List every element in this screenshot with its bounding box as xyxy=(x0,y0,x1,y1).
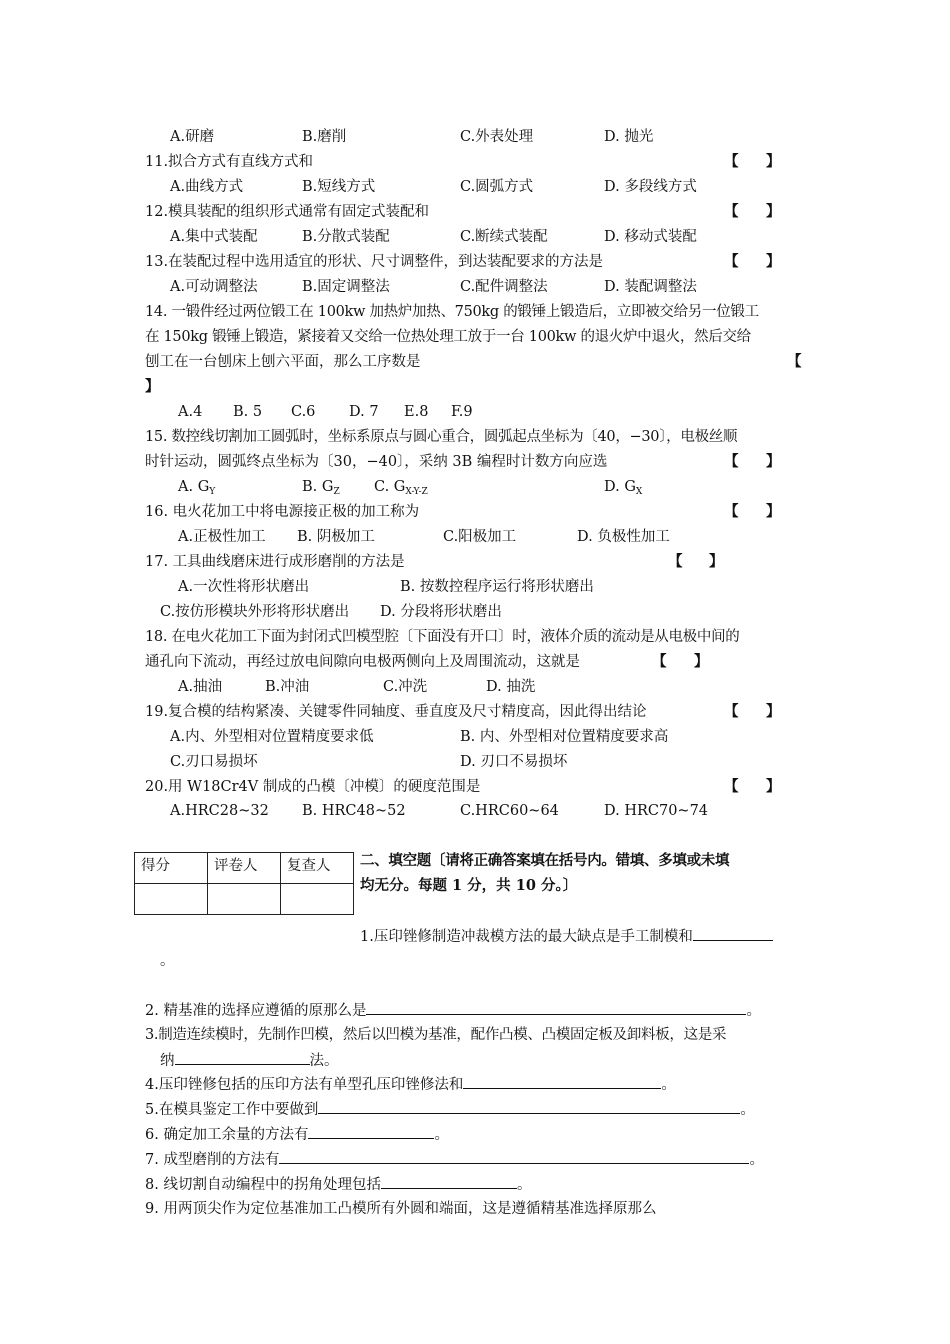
q11-option-d: D. 多段线方式 xyxy=(604,179,697,195)
q14-line-1: 14. 一锻件经过两位锻工在 100kw 加热炉加热、750kg 的锻锤上锻造后，立即被交给另一位锻工 xyxy=(145,304,759,320)
fill-q3-line-1: 3.制造连续模时，先制作凹模，然后以凹模为基准，配作凸模、凸模固定板及卸料板，这是采 xyxy=(145,1027,727,1043)
reviewer-header: 复查人 xyxy=(281,853,354,884)
q14-option-e: E.8 xyxy=(404,404,429,420)
q20-bracket-open: 【 xyxy=(724,778,739,795)
q13-option-a: A.可动调整法 xyxy=(170,279,258,295)
q10-option-b: B.磨削 xyxy=(302,129,347,145)
q10-option-a: A.研磨 xyxy=(170,129,215,145)
q20-bracket-close: 】 xyxy=(766,778,781,795)
q13-option-b: B.固定调整法 xyxy=(302,279,390,295)
q11-bracket-close: 】 xyxy=(766,153,781,170)
section2-title-line-1: 二、填空题〔请将正确答案填在括号内。错填、多填或未填 xyxy=(360,852,730,869)
q13-option-d: D. 装配调整法 xyxy=(604,279,697,295)
q17-option-a: A.一次性将形状磨出 xyxy=(178,579,310,595)
q14-option-f: F.9 xyxy=(451,404,473,420)
q13-stem: 13.在装配过程中选用适宜的形状、尺寸调整件，到达装配要求的方法是 xyxy=(145,254,604,270)
q18-option-a: A.抽油 xyxy=(178,679,223,695)
q17-option-b: B. 按数控程序运行将形状磨出 xyxy=(400,579,594,595)
q14-option-a: A.4 xyxy=(178,404,203,420)
q15-option-a: A. $G_Y$ xyxy=(178,479,216,497)
q12-bracket-close: 】 xyxy=(766,203,781,220)
q11-option-b: B.短线方式 xyxy=(302,179,376,195)
q20-stem: 20.用 W18Cr4V 制成的凸模〔冲模〕的硬度范围是 xyxy=(145,779,481,795)
fill-q6: 6. 确定加工余量的方法有 。 xyxy=(145,1124,449,1145)
q17-option-c: C.按仿形模块外形将形状磨出 xyxy=(160,604,350,620)
fill-q2-blank[interactable] xyxy=(366,1000,746,1015)
q14-line-3: 刨工在一台刨床上刨六平面，那么工序数是 xyxy=(145,354,421,370)
fill-q7-blank[interactable] xyxy=(279,1149,749,1164)
fill-q2: 2. 精基准的选择应遵循的原那么是 。 xyxy=(145,1000,761,1021)
q19-option-d: D. 刃口不易损坏 xyxy=(460,754,568,770)
q12-bracket-open: 【 xyxy=(724,203,739,220)
q13-bracket-open: 【 xyxy=(724,253,739,270)
q16-stem: 16. 电火花加工中将电源接正极的加工称为 xyxy=(145,504,420,520)
q14-bracket-close: 】 xyxy=(145,378,160,395)
q16-bracket-open: 【 xyxy=(724,503,739,520)
q20-option-b: B. HRC48~52 xyxy=(302,803,406,819)
q15-option-b: B. $G_Z$ xyxy=(302,479,340,497)
q13-bracket-close: 】 xyxy=(766,253,781,270)
q11-option-a: A.曲线方式 xyxy=(170,179,244,195)
q18-line-1: 18. 在电火花加工下面为封闭式凹模型腔〔下面没有开口〕时，液体介质的流动是从电极中间的 xyxy=(145,629,740,645)
fill-q5: 5.在模具鉴定工作中要做到 。 xyxy=(145,1099,755,1120)
q12-option-a: A.集中式装配 xyxy=(170,229,258,245)
fill-q6-blank[interactable] xyxy=(308,1124,434,1139)
q16-option-c: C.阳极加工 xyxy=(443,529,517,545)
q18-line-2: 通孔向下流动，再经过放电间隙向电极两侧向上及周围流动，这就是 xyxy=(145,654,580,670)
q15-line-2: 时针运动，圆弧终点坐标为〔30，−40〕，采纳 3B 编程时计数方向应选 xyxy=(145,454,608,470)
q12-option-d: D. 移动式装配 xyxy=(604,229,697,245)
q16-option-d: D. 负极性加工 xyxy=(577,529,670,545)
fill-q3-line-2: 纳 法。 xyxy=(160,1050,339,1071)
score-header: 得分 xyxy=(135,853,208,884)
fill-q1: 1.压印锉修制造冲裁模方法的最大缺点是手工制模和 xyxy=(360,926,773,947)
q18-bracket-close: 】 xyxy=(694,653,709,670)
fill-q5-blank[interactable] xyxy=(318,1099,740,1114)
q17-option-d: D. 分段将形状磨出 xyxy=(380,604,502,620)
q19-option-c: C.刃口易损坏 xyxy=(170,754,258,770)
q16-bracket-close: 】 xyxy=(766,503,781,520)
q14-option-c: C.6 xyxy=(291,404,316,420)
q11-stem: 11.拟合方式有直线方式和 xyxy=(145,154,314,170)
grader-header: 评卷人 xyxy=(208,853,281,884)
q18-option-b: B.冲油 xyxy=(265,679,310,695)
fill-q8: 8. 线切割自动编程中的拐角处理包括 。 xyxy=(145,1174,531,1195)
fill-q7: 7. 成型磨削的方法有 。 xyxy=(145,1149,764,1170)
fill-q8-blank[interactable] xyxy=(381,1174,517,1189)
section2-title-line-2: 均无分。每题 1 分，共 10 分。〕 xyxy=(360,877,578,894)
q20-option-a: A.HRC28~32 xyxy=(170,803,269,819)
q12-stem: 12.模具装配的组织形式通常有固定式装配和 xyxy=(145,204,430,220)
grader-cell[interactable] xyxy=(208,884,281,915)
q14-option-d: D. 7 xyxy=(349,404,379,420)
q19-stem: 19.复合模的结构紧凑、关键零件同轴度、垂直度及尺寸精度高，因此得出结论 xyxy=(145,704,647,720)
q10-option-c: C.外表处理 xyxy=(460,129,534,145)
q16-option-a: A.正极性加工 xyxy=(178,529,266,545)
q17-bracket-close: 】 xyxy=(709,553,724,570)
q15-line-1: 15. 数控线切割加工圆弧时，坐标系原点与圆心重合，圆弧起点坐标为〔40，−30〕，电极丝顺 xyxy=(145,429,738,445)
q14-option-b: B. 5 xyxy=(233,404,263,420)
q13-option-c: C.配件调整法 xyxy=(460,279,548,295)
q15-option-d: D. $G_X$ xyxy=(604,479,643,497)
q15-option-c: C. $G_{X-Y-Z}$ xyxy=(374,479,428,497)
q20-option-d: D. HRC70~74 xyxy=(604,803,709,819)
q17-stem: 17. 工具曲线磨床进行成形磨削的方法是 xyxy=(145,554,405,570)
q11-option-c: C.圆弧方式 xyxy=(460,179,534,195)
q16-option-b: B. 阴极加工 xyxy=(297,529,375,545)
q18-bracket-open: 【 xyxy=(652,653,667,670)
q10-option-d: D. 抛光 xyxy=(604,129,654,145)
fill-q4: 4.压印锉修包括的压印方法有单型孔压印锉修法和 。 xyxy=(145,1074,676,1095)
q19-bracket-close: 】 xyxy=(766,703,781,720)
q11-bracket-open: 【 xyxy=(724,153,739,170)
q15-bracket-open: 【 xyxy=(724,453,739,470)
fill-q4-blank[interactable] xyxy=(463,1074,661,1089)
q19-option-a: A.内、外型相对位置精度要求低 xyxy=(170,729,374,745)
q12-option-b: B.分散式装配 xyxy=(302,229,390,245)
score-table xyxy=(134,852,354,915)
q17-bracket-open: 【 xyxy=(668,553,683,570)
fill-q1-end: 。 xyxy=(160,953,175,969)
q18-option-d: D. 抽洗 xyxy=(486,679,536,695)
q12-option-c: C.断续式装配 xyxy=(460,229,548,245)
q19-option-b: B. 内、外型相对位置精度要求高 xyxy=(460,729,669,745)
q19-bracket-open: 【 xyxy=(724,703,739,720)
q14-bracket-open: 【 xyxy=(787,353,802,370)
q14-line-2: 在 150kg 锻锤上锻造，紧接着又交给一位热处理工放于一台 100kw 的退火炉中退火，然后交给 xyxy=(145,329,751,345)
score-cell[interactable] xyxy=(135,884,208,915)
fill-q9: 9. 用两顶尖作为定位基准加工凸模所有外圆和端面，这是遵循精基准选择原那么 xyxy=(145,1201,657,1217)
q15-bracket-close: 】 xyxy=(766,453,781,470)
q20-option-c: C.HRC60~64 xyxy=(460,803,559,819)
reviewer-cell[interactable] xyxy=(281,884,354,915)
q18-option-c: C.冲洗 xyxy=(383,679,428,695)
fill-q1-blank[interactable] xyxy=(693,926,773,941)
fill-q3-blank[interactable] xyxy=(175,1050,310,1065)
